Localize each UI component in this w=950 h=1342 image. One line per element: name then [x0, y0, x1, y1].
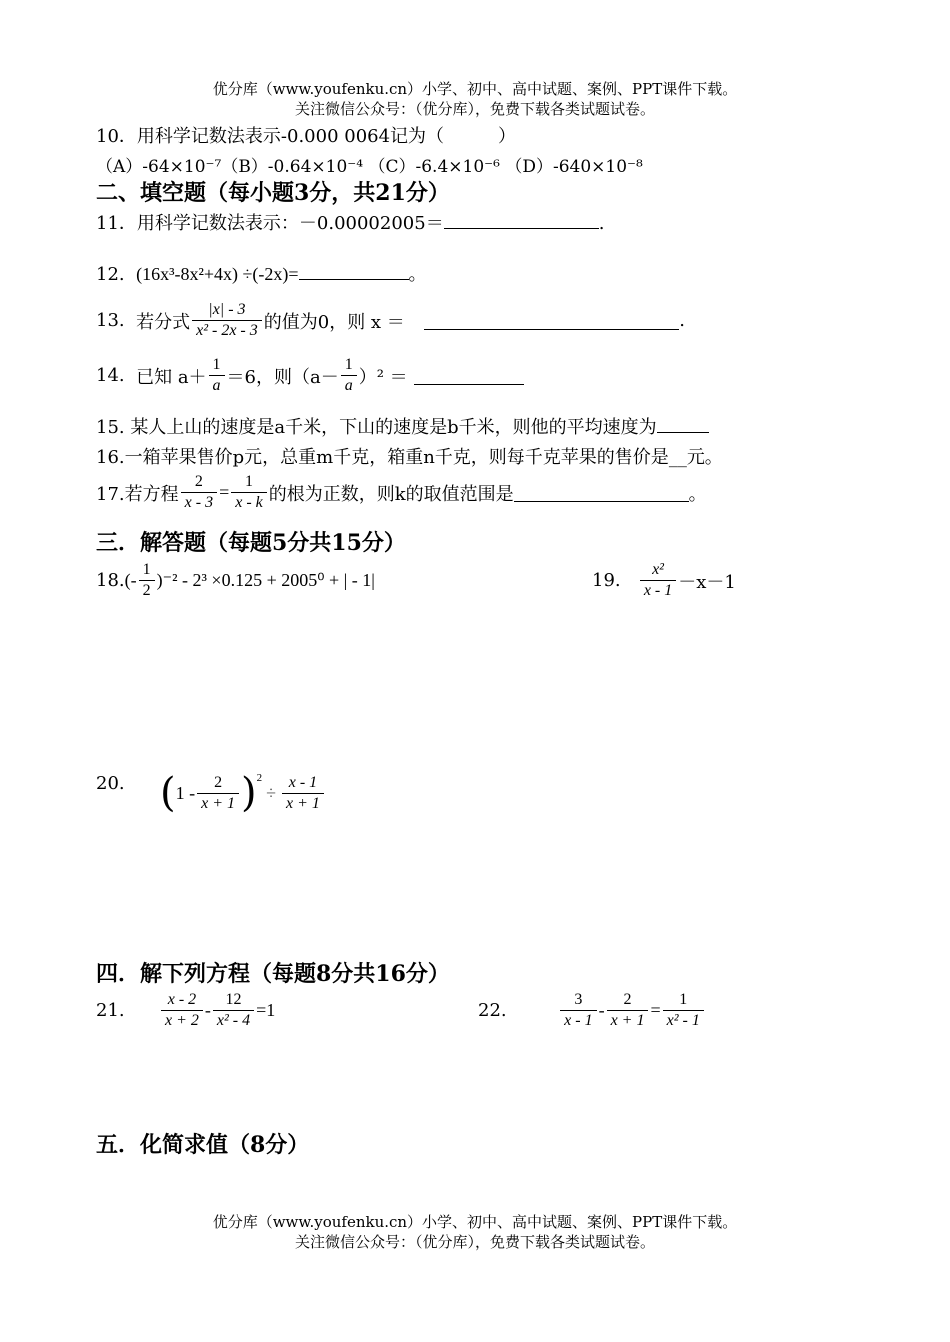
question-10: 10．用科学记数法表示-0.000 0064记为（ ） [96, 126, 517, 147]
question-12 [96, 260, 427, 286]
fraction-numerator: 1 [245, 473, 253, 490]
fraction [341, 355, 357, 396]
fraction [282, 773, 324, 814]
question-21-minus: - [204, 1000, 211, 1020]
question-12-end: 。 [408, 264, 427, 285]
question-19-post: －x－1 [678, 571, 736, 593]
footer-line-2: 关注微信公众号：（优分库），免费下载各类试题试卷。 [294, 1233, 655, 1251]
question-12-expression: (16x³-8x²+4x) ÷(-2x)= [136, 264, 299, 284]
answer-blank[interactable] [299, 261, 409, 280]
question-15 [96, 413, 709, 439]
fraction-denominator: a [341, 375, 357, 396]
question-17-end: 。 [688, 483, 707, 505]
fraction-numerator: 1 [212, 356, 221, 373]
answer-blank[interactable] [657, 414, 709, 433]
fraction-denominator: x + 1 [282, 793, 324, 814]
fraction [640, 560, 676, 601]
question-11 [96, 209, 604, 235]
fraction [231, 472, 267, 513]
question-13-pre: 若分式 [136, 311, 191, 333]
fraction-denominator: x - 1 [640, 580, 676, 601]
fraction-denominator: x² - 2x - 3 [192, 320, 262, 341]
question-14-mid: ＝6，则（a－ [226, 366, 339, 388]
footer-line-1: 优分库（www.youfenku.cn）小学、初中、高中试题、案例、PPT课件下载。 [212, 1213, 738, 1231]
fraction-denominator: x² - 4 [213, 1010, 254, 1031]
question-17: 17.若方程 $\frac{2}{x - 3}$ = $\frac{1}{x - k}$ 的根为正数，则k的取值范围是 。 [96, 473, 707, 511]
fraction [192, 300, 262, 341]
question-19 [592, 560, 736, 601]
question-14-number: 14. [96, 365, 125, 386]
question-16-text: 16.一箱苹果售价p元，总重m千克，箱重n千克，则每千克苹果的售价是 [96, 447, 669, 468]
fraction [213, 990, 254, 1031]
fraction-denominator: x - 1 [560, 1010, 596, 1031]
question-22-number: 22. [478, 1000, 507, 1021]
question-18-expr-a: (- [124, 570, 137, 590]
fraction [560, 990, 596, 1031]
question-19-number: 19. [592, 570, 621, 591]
fraction-numerator: 2 [214, 773, 223, 791]
fraction [209, 355, 225, 396]
question-14 [96, 355, 524, 396]
header-line-1: 优分库（www.youfenku.cn）小学、初中、高中试题、案例、PPT课件下载。 [212, 80, 738, 98]
fraction-numerator: 1 [344, 356, 353, 373]
fraction-numerator: x² [652, 561, 664, 578]
question-20-one: 1 - [175, 782, 196, 803]
fraction-denominator: x + 2 [161, 1010, 203, 1031]
fraction-numerator: x - 1 [288, 773, 318, 791]
question-18 [96, 560, 375, 601]
question-16-blank[interactable]: __ [668, 447, 687, 468]
fraction-numerator: 12 [225, 991, 242, 1008]
section-2-title: 二、填空题（每小题3分，共21分） [96, 180, 450, 206]
answer-blank[interactable] [444, 210, 599, 229]
question-22-minus: - [598, 1000, 605, 1020]
answer-blank[interactable] [414, 366, 524, 385]
question-18-expr-b: )⁻² - 2³ ×0.125 + 2005⁰ + | - 1| [156, 570, 375, 590]
question-18-number: 18. [96, 570, 125, 591]
fraction [161, 990, 203, 1031]
question-17-post: 的根为正数，则k的取值范围是 [268, 483, 514, 505]
section-4-title: 四．解下列方程（每题8分共16分） [96, 961, 450, 987]
question-20-number: 20. [96, 773, 125, 794]
fraction-numerator: 2 [194, 473, 203, 490]
fraction-denominator: x + 1 [607, 1010, 649, 1031]
question-13 [96, 300, 685, 341]
question-13-number: 13. [96, 310, 125, 331]
fraction-denominator: x - 3 [181, 492, 217, 513]
answer-blank[interactable] [424, 311, 679, 330]
question-12-number: 12. [96, 264, 125, 285]
section-5-title: 五．化简求值（8分） [96, 1132, 310, 1158]
fraction-numerator: 2 [623, 991, 632, 1008]
question-10-options: （A）-64×10⁻⁷（B）-0.64×10⁻⁴ （C）-6.4×10⁻⁶ （D）-640×10⁻⁸ [96, 157, 643, 177]
answer-blank[interactable] [514, 483, 689, 502]
fraction-denominator: 2 [139, 580, 155, 601]
fraction [663, 990, 704, 1031]
fraction-numerator: 3 [574, 991, 583, 1008]
fraction-numerator: 1 [142, 561, 151, 578]
question-16 [96, 443, 723, 469]
question-13-post: 的值为0，则 x ＝ [263, 311, 405, 333]
fraction [139, 560, 155, 601]
fraction [607, 990, 649, 1031]
question-11-text: 11．用科学记数法表示：－0.00002005＝ [96, 213, 444, 234]
question-14-pre: 已知 a＋ [136, 366, 207, 388]
question-20: ( 1 - $\frac{2}{x + 1}$ ) 2 ÷ $\frac{x - 1}{x + 1}$ [160, 770, 326, 816]
question-17-pre: 17.若方程 [96, 483, 179, 505]
question-21-number: 21. [96, 1000, 125, 1021]
fraction [197, 773, 239, 814]
question-15-text: 15. 某人上山的速度是a千米，下山的速度是b千米，则他的平均速度为 [96, 417, 657, 438]
header-line-2: 关注微信公众号：（优分库），免费下载各类试题试卷。 [294, 100, 655, 118]
fraction-numerator: x - 2 [167, 991, 197, 1008]
question-20-square: 2 [256, 772, 263, 784]
question-21-rhs: =1 [256, 1000, 276, 1020]
question-20-divide: ÷ [266, 782, 277, 803]
question-11-end: . [598, 213, 605, 234]
question-22 [478, 990, 706, 1031]
fraction-denominator: a [209, 375, 225, 396]
fraction [181, 472, 217, 513]
fraction-denominator: x + 1 [197, 793, 239, 814]
question-16-end: 元。 [686, 447, 723, 468]
fraction-denominator: x² - 1 [663, 1010, 704, 1031]
fraction-numerator: 1 [679, 991, 688, 1008]
question-22-equals: = [650, 1000, 661, 1020]
question-14-post: ）² ＝ [358, 366, 408, 388]
question-21 [96, 990, 275, 1031]
fraction-denominator: x - k [231, 492, 267, 513]
question-13-end: . [679, 310, 685, 331]
fraction-numerator: |x| - 3 [208, 301, 246, 318]
section-3-title: 三．解答题（每题5分共15分） [96, 530, 406, 556]
